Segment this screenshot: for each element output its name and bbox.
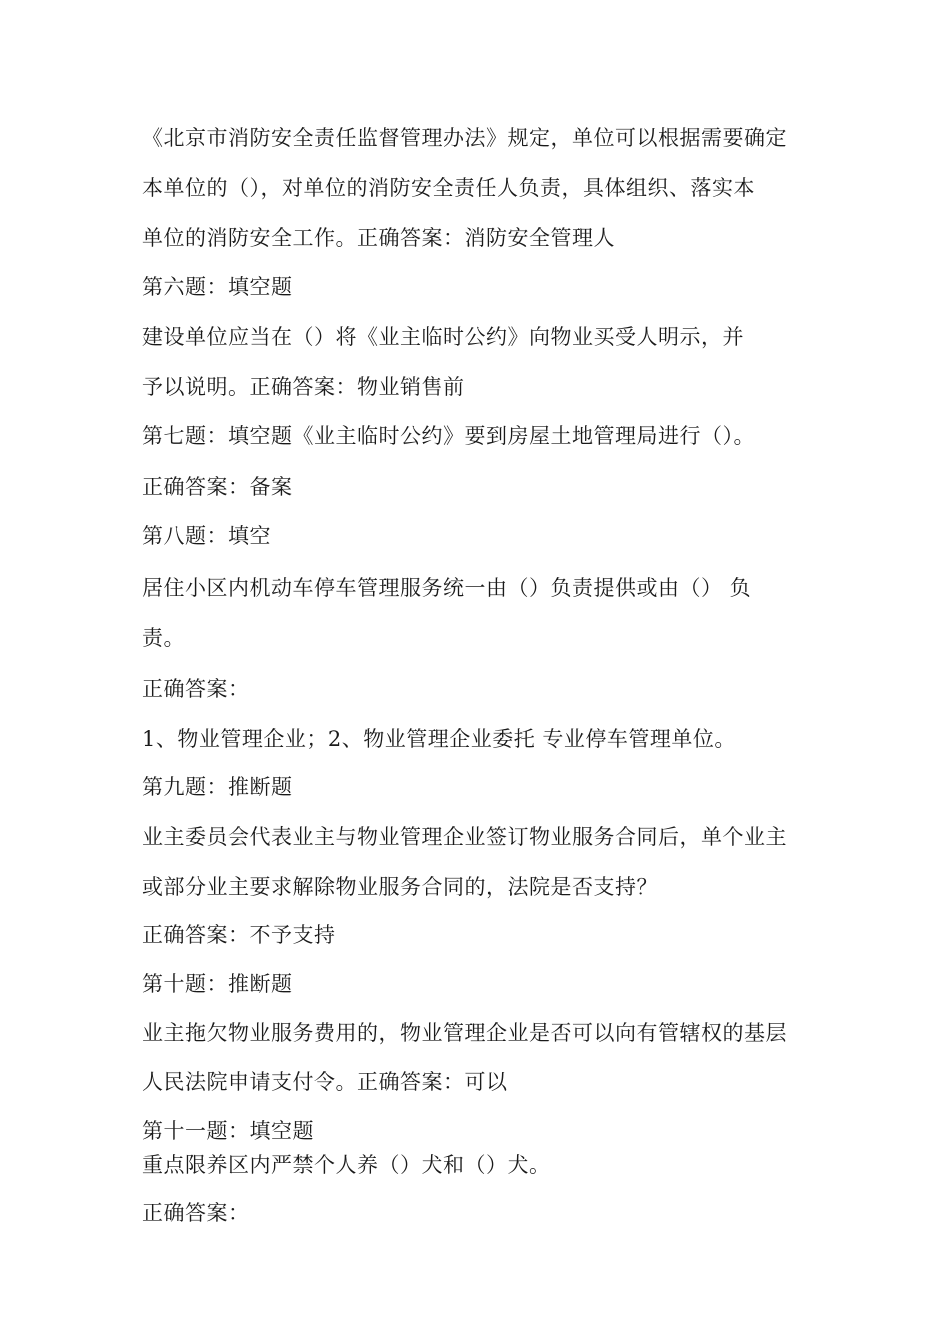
section-heading-9: 第九题：推断题 [142, 775, 293, 799]
text-line-2: 本单位的（），对单位的消防安全责任人负责，具体组织、落实本 [142, 176, 755, 200]
section-heading-11: 第十一题：填空题 [142, 1119, 314, 1143]
section-heading-6: 第六题：填空题 [142, 275, 293, 299]
answer-label-11: 正确答案： [142, 1201, 250, 1225]
text-line-22: 重点限养区内严禁个人养（）犬和（）犬。 [142, 1153, 551, 1177]
answer-label-8: 正确答案： [142, 677, 250, 701]
text-line-5: 建设单位应当在（）将《业主临时公约》向物业买受人明示，并 [142, 325, 744, 349]
text-line-16: 或部分业主要求解除物业服务合同的，法院是否支持？ [142, 875, 658, 899]
text-line-6: 予以说明。正确答案：物业销售前 [142, 375, 465, 399]
text-line-1: 《北京市消防安全责任监督管理办法》规定，单位可以根据需要确定 [142, 126, 787, 150]
text-line-15: 业主委员会代表业主与物业管理企业签订物业服务合同后，单个业主 [142, 825, 787, 849]
text-line-20: 人民法院申请支付令。正确答案：可以 [142, 1070, 508, 1094]
section-heading-7: 第七题：填空题《业主临时公约》要到房屋土地管理局进行（）。 [142, 424, 755, 448]
text-line-10: 居住小区内机动车停车管理服务统一由（）负责提供或由（） 负 [142, 576, 752, 600]
section-heading-8: 第八题：填空 [142, 524, 271, 548]
answer-line-9: 正确答案：不予支持 [142, 923, 336, 947]
text-line-19: 业主拖欠物业服务费用的，物业管理企业是否可以向有管辖权的基层 [142, 1021, 787, 1045]
answer-line-8: 1、物业管理企业；2、物业管理企业委托 专业停车管理单位。 [142, 727, 736, 751]
answer-line-7: 正确答案：备案 [142, 475, 293, 499]
text-line-11: 责。 [142, 626, 185, 650]
section-heading-10: 第十题：推断题 [142, 972, 293, 996]
text-line-3: 单位的消防安全工作。正确答案：消防安全管理人 [142, 226, 615, 250]
